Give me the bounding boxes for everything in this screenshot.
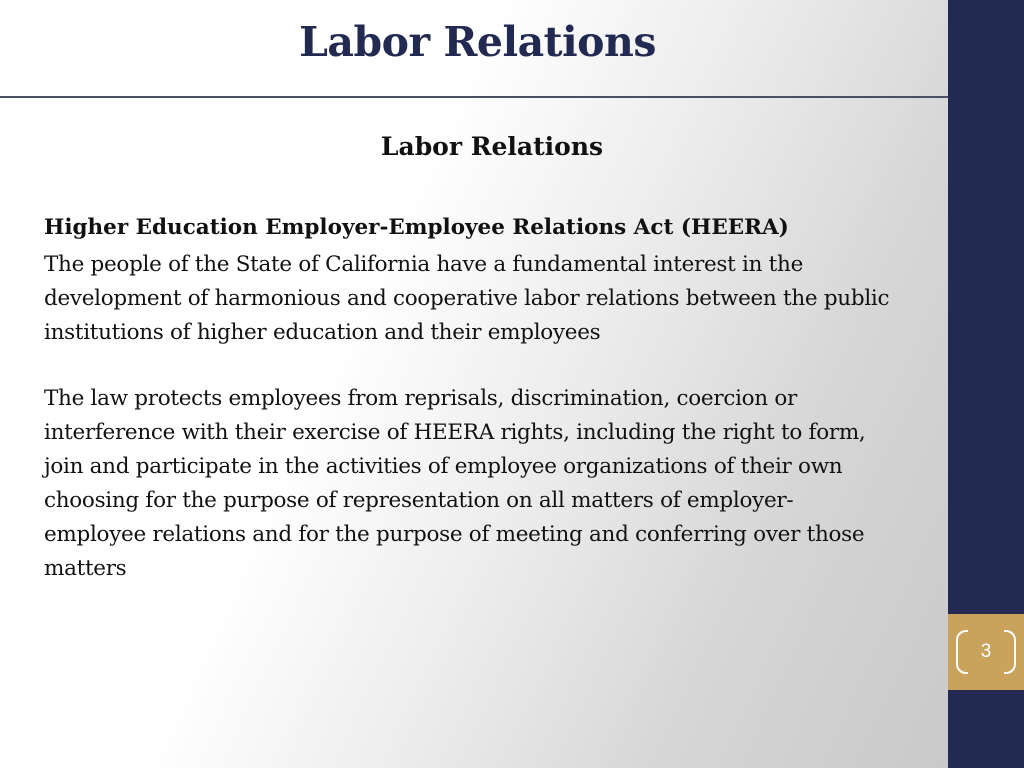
slide-number: 3 <box>980 641 992 662</box>
content-subheading: Labor Relations <box>380 132 604 161</box>
title-divider <box>0 96 948 98</box>
slide-content <box>44 128 924 586</box>
slide-number-bracket-frame <box>956 630 1016 674</box>
slide-title: Labor Relations <box>299 18 656 66</box>
paragraph-purpose: The people of the State of California have a fundamental interest in the development of harmonious and cooperative labor relations between the public institutions of higher education and their employees <box>44 252 890 345</box>
paragraph-protections: The law protects employees from reprisals, discrimination, coercion or interference with their exercise of HEERA rights, including the right to form, join and participate in the activities of employee organizations of their own choosing for the purpose of representation on all matters of employer-employee relations and for the purpose of meeting and conferring over those matters <box>44 386 866 581</box>
act-heading: Higher Education Employer-Employee Relations Act (HEERA) <box>44 215 789 240</box>
slide-number-badge <box>948 614 1024 690</box>
